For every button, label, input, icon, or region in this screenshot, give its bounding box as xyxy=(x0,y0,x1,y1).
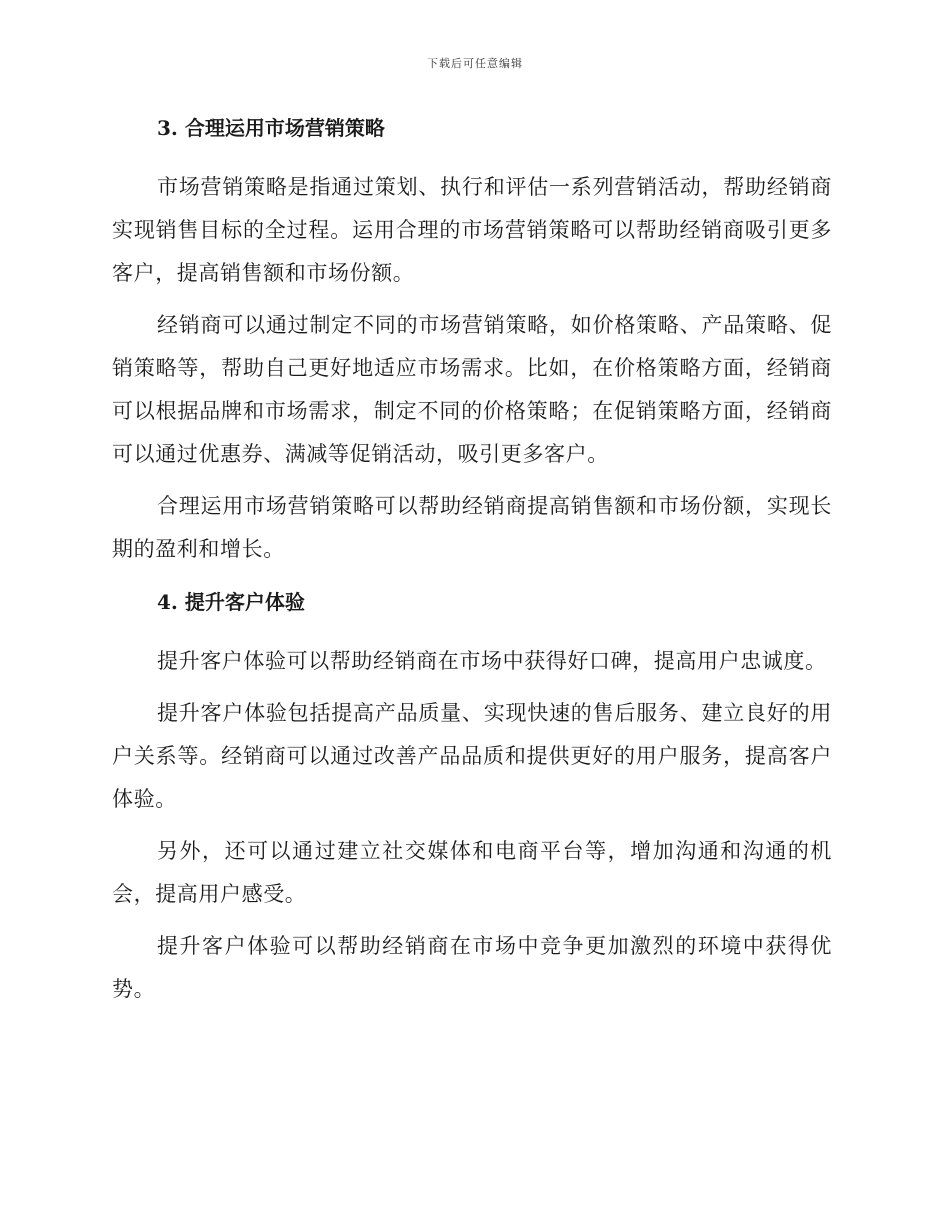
paragraph: 经销商可以通过制定不同的市场营销策略，如价格策略、产品策略、促销策略等，帮助自己更好地适应市场需求。比如，在价格策略方面，经销商可以根据品牌和市场需求，制定不同的价格策略；在促销策略方面，经销商可以通过优惠券、满减等促销活动，吸引更多客户。 xyxy=(112,313,832,466)
paragraph: 提升客户体验可以帮助经销商在市场中竞争更加激烈的环境中获得优势。 xyxy=(112,934,832,1001)
paragraph: 提升客户体验包括提高产品质量、实现快速的售后服务、建立良好的用户关系等。经销商可以通过改善产品品质和提供更好的用户服务，提高客户体验。 xyxy=(112,701,832,811)
section-heading-4: 4. 提升客户体验 xyxy=(157,590,305,614)
paragraph: 提升客户体验可以帮助经销商在市场中获得好口碑，提高用户忠诚度。 xyxy=(157,649,827,673)
paragraph: 市场营销策略是指通过策划、执行和评估一系列营销活动，帮助经销商实现销售目标的全过程。运用合理的市场营销策略可以帮助经销商吸引更多客户，提高销售额和市场份额。 xyxy=(112,175,832,285)
paragraph: 另外，还可以通过建立社交媒体和电商平台等，增加沟通和沟通的机会，提高用户感受。 xyxy=(112,839,832,906)
page-header: 下载后可任意编辑 xyxy=(427,57,523,70)
document-body xyxy=(112,106,832,1020)
section-heading-3: 3. 合理运用市场营销策略 xyxy=(157,116,385,140)
paragraph: 合理运用市场营销策略可以帮助经销商提高销售额和市场份额，实现长期的盈利和增长。 xyxy=(112,494,832,561)
